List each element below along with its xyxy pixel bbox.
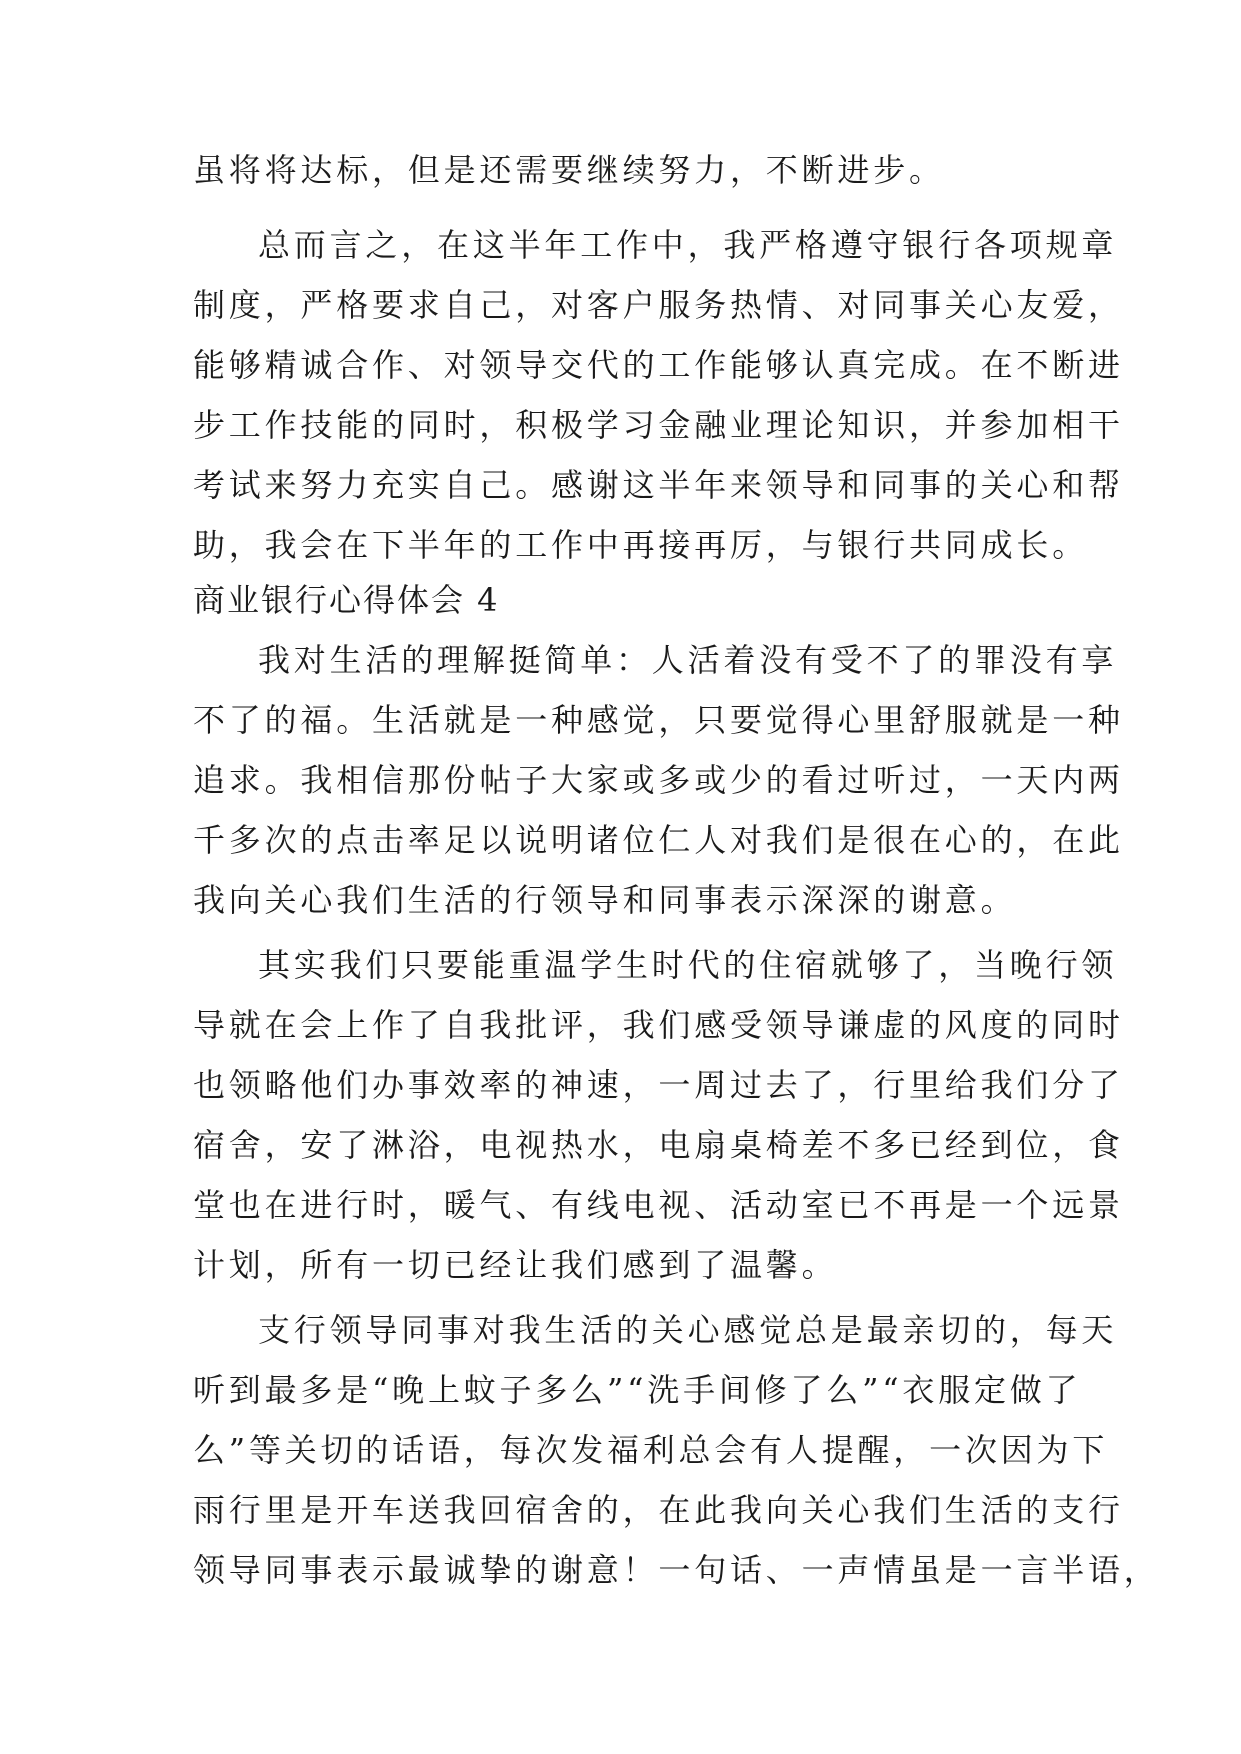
section-heading: 商业银行心得体会 4: [193, 581, 500, 619]
paragraph-line: 计划，所有一切已经让我们感到了温馨。: [193, 1246, 838, 1284]
paragraph-line: 能够精诚合作、对领导交代的工作能够认真完成。在不断进: [193, 346, 1124, 384]
paragraph-line: 导就在会上作了自我批评，我们感受领导谦虚的风度的同时: [193, 1006, 1124, 1044]
paragraph-line: 总而言之，在这半年工作中，我严格遵守银行各项规章: [258, 226, 1118, 264]
paragraph-line: 听到最多是“晚上蚊子多么”“洗手间修了么”“衣服定做了: [193, 1371, 1082, 1409]
paragraph-line: 考试来努力充实自己。感谢这半年来领导和同事的关心和帮: [193, 466, 1124, 504]
paragraph-line: 也领略他们办事效率的神速，一周过去了，行里给我们分了: [193, 1066, 1124, 1104]
paragraph-line: 其实我们只要能重温学生时代的住宿就够了，当晚行领: [258, 946, 1118, 984]
paragraph-line: 宿舍，安了淋浴，电视热水，电扇桌椅差不多已经到位，食: [193, 1126, 1124, 1164]
paragraph-line: 我向关心我们生活的行领导和同事表示深深的谢意。: [193, 881, 1017, 919]
paragraph-line: 么”等关切的话语，每次发福利总会有人提醒，一次因为下: [193, 1431, 1109, 1469]
paragraph-line: 追求。我相信那份帖子大家或多或少的看过听过，一天内两: [193, 761, 1124, 799]
paragraph-line: 千多次的点击率足以说明诸位仁人对我们是很在心的，在此: [193, 821, 1124, 859]
paragraph-line: 不了的福。生活就是一种感觉，只要觉得心里舒服就是一种: [193, 701, 1124, 739]
paragraph-line: 堂也在进行时，暖气、有线电视、活动室已不再是一个远景: [193, 1186, 1124, 1224]
paragraph-line: 支行领导同事对我生活的关心感觉总是最亲切的，每天: [258, 1311, 1118, 1349]
paragraph-line: 助，我会在下半年的工作中再接再厉，与银行共同成长。: [193, 526, 1089, 564]
paragraph-line: 虽将将达标，但是还需要继续努力，不断进步。: [193, 151, 945, 189]
paragraph-line: 制度，严格要求自己，对客户服务热情、对同事关心友爱，: [193, 286, 1124, 324]
paragraph-line: 我对生活的理解挺简单：人活着没有受不了的罪没有享: [258, 641, 1118, 679]
paragraph-line: 步工作技能的同时，积极学习金融业理论知识，并参加相干: [193, 406, 1124, 444]
paragraph-line: 领导同事表示最诚挚的谢意！一句话、一声情虽是一言半语，: [193, 1551, 1160, 1589]
paragraph-line: 雨行里是开车送我回宿舍的，在此我向关心我们生活的支行: [193, 1491, 1124, 1529]
